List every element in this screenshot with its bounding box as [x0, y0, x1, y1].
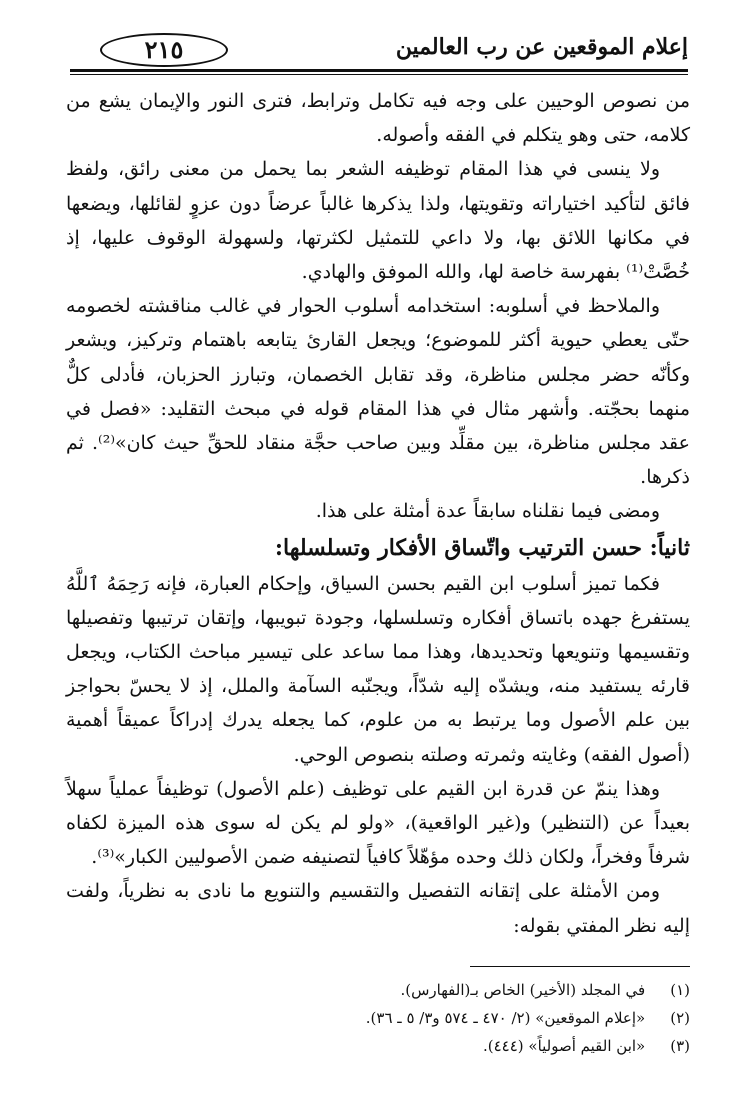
paragraph-1: من نصوص الوحيين على وجه فيه تكامل وترابط، فترى النور والإيمان يشع من كلامه، حتى وهو يتكلم في الفقه وأصوله. [66, 90, 690, 147]
paragraph-3: والملاحظ في أسلوبه: استخدامه أسلوب الحوار في غالب مناقشته لخصومه حتّى يعطي حيوية أكثر للموضوع؛ ويجعل القارئ يتابعه باهتمام وتركيز، ويشعر وكأنّه حضر مجلس مناظرة، وقد تقابل الخصمان، وتبارز الحزبان، فأدلى كلٌّ منهما بحجّته. وأشهر مثال في هذا المقام قوله في مبحث التقليد: «فصل في عقد مجلس مناظرة، بين مقلِّد وبين صاحب حجَّة منقاد للحقِّ حيث كان»⁽²⁾. ثم ذكرها. [66, 295, 690, 489]
paragraph-4: ومضى فيما نقلناه سابقاً عدة أمثلة على هذا. [315, 500, 660, 523]
footnote-text: في المجلد (الأخير) الخاص بـ(الفهارس). [400, 981, 646, 999]
paragraph-6: وهذا ينمّ عن قدرة ابن القيم على توظيف (علم الأصول) توظيفاً عملياً سهلاً بعيداً عن (التنظير) و(غير الواقعية)، «ولو لم يكن له سوى هذه الميزة لكفاه شرفاً وفخراً، ولكان ذلك وحده مؤهّلاً كافياً لتصنيفه ضمن الأصوليين الكبار»⁽³⁾. [66, 777, 690, 869]
footnote-number: (٣) [670, 1037, 690, 1055]
page-number-badge: ٢١٥ [100, 33, 228, 67]
footnote-1 [66, 976, 690, 1004]
footnote-number: (١) [670, 981, 690, 999]
page-header [70, 30, 688, 70]
footnote-number: (٢) [670, 1009, 690, 1027]
footnote-3 [66, 1032, 690, 1060]
section-heading: ثانياً: حسن الترتيب واتّساق الأفكار وتسلسلها: [274, 534, 690, 561]
paragraph-2: ولا ينسى في هذا المقام توظيفه الشعر بما يحمل من معنى رائق، ولفظ فائق لتأكيد اختياراته وتقويتها، ولذا يذكرها غالباً عرضاً دون عزوٍ لقائلها، ويضعها في مكانها اللائق بها، ولا داعي للتمثيل لكثرتها، ولسهولة الوقوف عليها، إذ خُصَّتْ⁽¹⁾ بفهرسة خاصة لها، والله الموفق والهادي. [66, 158, 690, 284]
header-divider [70, 69, 688, 75]
footnote-2 [66, 1004, 690, 1032]
paragraph-7: ومن الأمثلة على إتقانه التفصيل والتقسيم والتنويع ما نادى به نظرياً، ولفت إليه نظر المفتي بقوله: [66, 880, 690, 937]
footnotes [66, 976, 690, 1060]
book-title: إعلام الموقعين عن رب العالمين [395, 34, 688, 60]
footnote-text: «ابن القيم أصولياً» (٤٤٤). [482, 1037, 646, 1055]
paragraph-5: فكما تميز أسلوب ابن القيم بحسن السياق، وإحكام العبارة، فإنه رَحِمَهُ ٱللَّهُ يستفرغ جهده باتساق أفكاره وتسلسلها، وجودة تبويبها، وإتقان ترتيبها وتفصيلها وتقسيمها وتنويعها وتحديدها، وهذا مما ساعد على تيسير مباحث الكتاب، ويجعل قارئه يستفيد منه، ويشدّه إليه شدّاً، ويجنّبه السآمة والملل، إذ لا يحسّ بحواجز بين علم الأصول وما يرتبط به من علوم، كما يجعله يدرك إدراكاً عميقاً أهمية (أصول الفقه) وغايته وثمرته وصلته بنصوص الوحي. [66, 572, 690, 766]
main-text [66, 84, 690, 943]
footnote-text: «إعلام الموقعين» (٢/ ٤٧٠ ـ ٥٧٤ و٣/ ٥ ـ ٣٦). [365, 1009, 646, 1027]
footnote-divider [470, 966, 690, 967]
